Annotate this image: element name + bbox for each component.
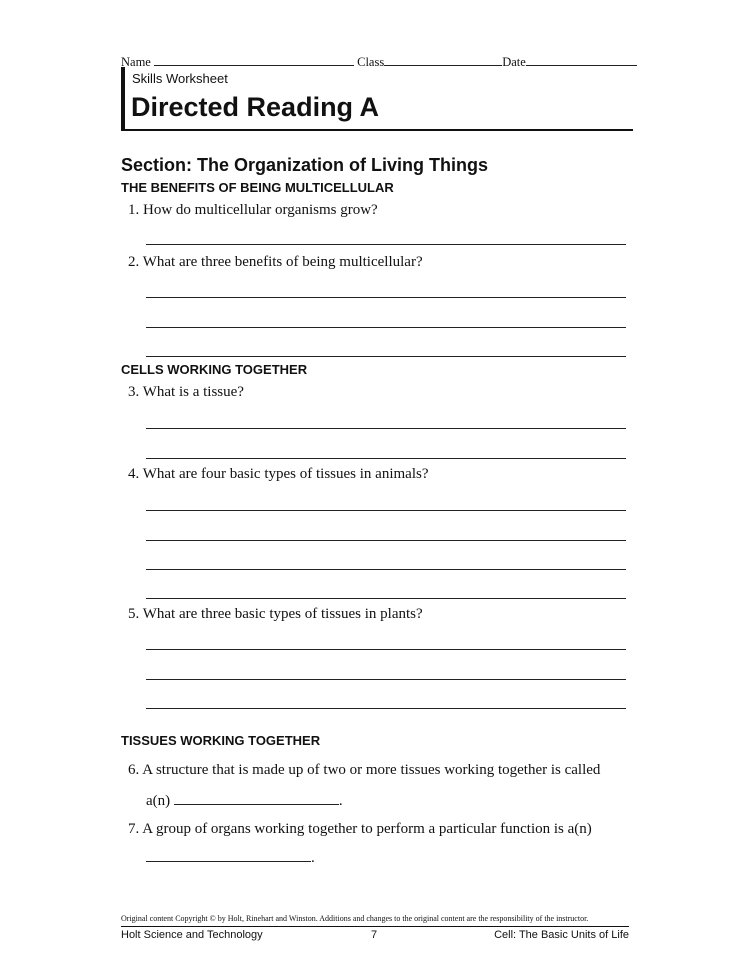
question-cont-suffix: . — [311, 850, 315, 866]
date-label: Date — [502, 55, 526, 69]
question-number: 1. — [128, 202, 140, 218]
question-4 — [128, 466, 428, 483]
question-6-continuation — [146, 791, 343, 810]
page-title: Directed Reading A — [131, 92, 380, 122]
section-title: Section: The Organization of Living Things — [121, 155, 488, 175]
question-number: 6. — [128, 762, 140, 778]
date-blank — [526, 52, 637, 66]
answer-line[interactable] — [146, 458, 626, 459]
question-1 — [128, 202, 378, 219]
answer-line[interactable] — [146, 649, 626, 650]
question-text: A group of organs working together to perform a particular function is a(n) — [142, 821, 592, 837]
question-7-continuation — [146, 848, 315, 867]
worksheet-kicker: Skills Worksheet — [132, 71, 228, 86]
question-3 — [128, 384, 244, 401]
question-2 — [128, 254, 423, 271]
question-number: 3. — [128, 384, 140, 400]
answer-line[interactable] — [146, 540, 626, 541]
question-number: 2. — [128, 254, 140, 270]
question-cont-suffix: . — [338, 793, 343, 809]
answer-line[interactable] — [146, 428, 626, 429]
name-label: Name — [121, 55, 151, 69]
subsection-heading: TISSUES WORKING TOGETHER — [121, 733, 321, 748]
answer-line[interactable] — [146, 598, 626, 599]
answer-line[interactable] — [146, 244, 626, 245]
subsection-heading: CELLS WORKING TOGETHER — [121, 362, 308, 377]
page-number: 7 — [371, 929, 378, 941]
question-text: What are three benefits of being multicellular? — [142, 254, 423, 270]
fill-in-blank[interactable] — [146, 848, 311, 862]
fill-in-blank[interactable] — [174, 791, 339, 805]
question-text: What are four basic types of tissues in animals? — [142, 466, 429, 482]
subsection-heading: THE BENEFITS OF BEING MULTICELLULAR — [121, 180, 394, 195]
name-blank — [154, 52, 354, 66]
answer-line[interactable] — [146, 708, 626, 709]
question-7 — [128, 821, 592, 838]
question-number: 4. — [128, 466, 140, 482]
class-blank — [384, 52, 502, 66]
answer-line[interactable] — [146, 510, 626, 511]
question-text: What is a tissue? — [142, 384, 244, 400]
footer-rule — [121, 926, 629, 927]
answer-line[interactable] — [146, 297, 626, 298]
answer-line[interactable] — [146, 356, 626, 357]
question-cont-prefix: a(n) — [146, 793, 171, 809]
copyright-notice: Original content Copyright © by Holt, Rinehart and Winston. Additions and changes to the original content are the responsibility of the instructor. — [121, 914, 589, 923]
answer-line[interactable] — [146, 327, 626, 328]
question-number: 5. — [128, 606, 140, 622]
answer-line[interactable] — [146, 569, 626, 570]
footer-publisher: Holt Science and Technology — [121, 929, 263, 941]
question-text: A structure that is made up of two or more tissues working together is called — [142, 762, 601, 778]
question-5 — [128, 606, 423, 623]
question-text: What are three basic types of tissues in plants? — [142, 606, 423, 622]
answer-line[interactable] — [146, 679, 626, 680]
footer-chapter: Cell: The Basic Units of Life — [494, 929, 629, 941]
question-6 — [128, 762, 600, 779]
question-number: 7. — [128, 821, 140, 837]
question-text: How do multicellular organisms grow? — [143, 202, 378, 218]
class-label: Class — [357, 55, 385, 69]
